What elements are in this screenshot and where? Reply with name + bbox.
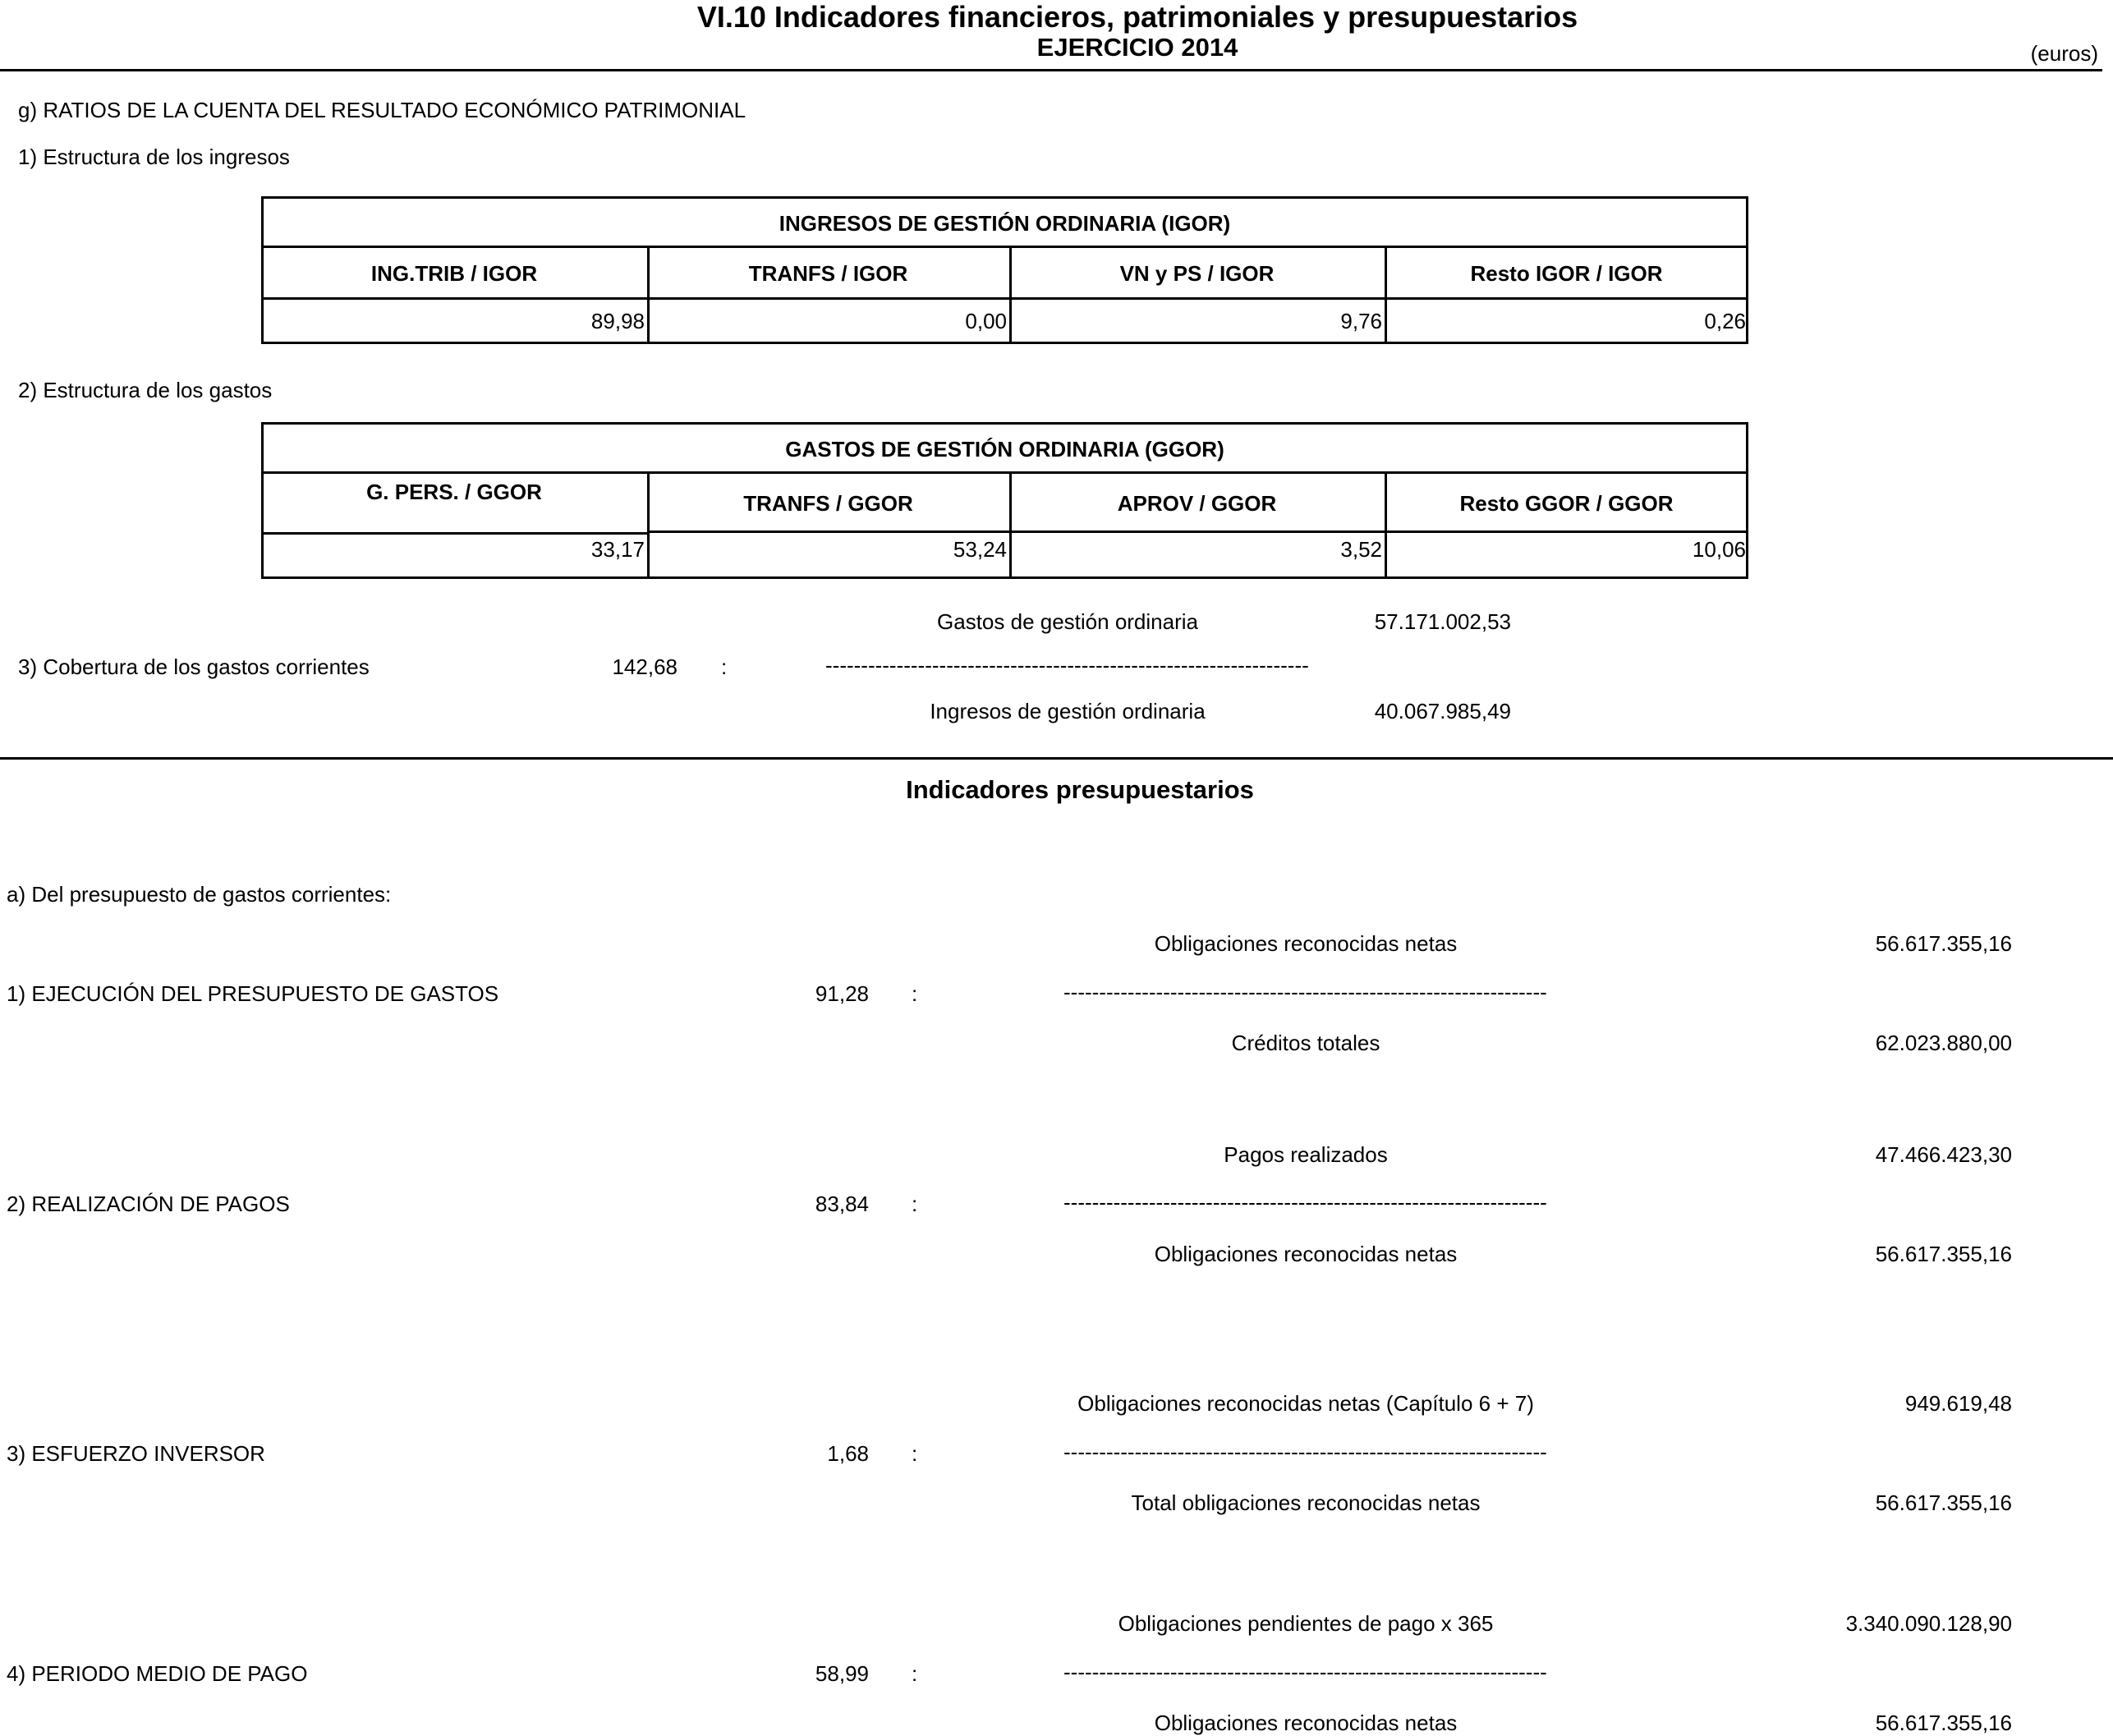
indicator-numerator-value: 3.340.090.128,90: [1845, 1611, 2012, 1636]
cobertura-denominator-label: Ingresos de gestión ordinaria: [930, 699, 1206, 723]
indicator-denominator-label: Obligaciones reconocidas netas: [1154, 1711, 1458, 1735]
header-rule: [0, 69, 2102, 71]
gastos-table-col-sep: [647, 471, 650, 579]
gastos-header-cell: TRANFS / GGOR: [743, 491, 913, 516]
gastos-header-cell: APROV / GGOR: [1117, 491, 1277, 516]
cobertura-denominator-value: 40.067.985,49: [1374, 699, 1511, 723]
indicator-colon: :: [912, 981, 918, 1006]
indicator-colon: :: [912, 1441, 918, 1466]
presupuestarios-subsection: a) Del presupuesto de gastos corrientes:: [7, 882, 392, 907]
indicator-fraction-bar: --------------------------------------------------------------------: [1063, 980, 1547, 1004]
ingresos-table-divider: [261, 246, 1748, 248]
gastos-value-cell: 10,06: [1692, 537, 1746, 562]
section-rule: [0, 757, 2113, 760]
indicator-denominator-label: Obligaciones reconocidas netas: [1154, 1242, 1458, 1266]
ingresos-label: 1) Estructura de los ingresos: [18, 145, 290, 169]
cobertura-fraction-bar: --------------------------------------------------------------------: [825, 653, 1309, 677]
indicator-numerator-label: Obligaciones reconocidas netas: [1154, 931, 1458, 956]
gastos-table-col-sep: [1385, 471, 1387, 579]
ingresos-table-divider: [261, 297, 1748, 300]
gastos-table-col-sep: [1009, 471, 1012, 579]
indicator-label: 4) PERIODO MEDIO DE PAGO: [7, 1661, 308, 1686]
gastos-header-cell: G. PERS. / GGOR: [366, 480, 542, 504]
indicator-numerator-label: Obligaciones reconocidas netas (Capítulo 6 + 7): [1077, 1391, 1534, 1416]
cobertura-colon: :: [721, 654, 728, 679]
ingresos-table-title: INGRESOS DE GESTIÓN ORDINARIA (IGOR): [779, 211, 1231, 236]
ingresos-value-cell: 9,76: [1340, 309, 1382, 333]
presupuestarios-title: Indicadores presupuestarios: [906, 775, 1254, 804]
indicator-colon: :: [912, 1661, 918, 1686]
cobertura-value: 142,68: [612, 654, 678, 679]
ingresos-value-cell: 0,00: [965, 309, 1007, 333]
gastos-value-cell: 3,52: [1340, 537, 1382, 562]
indicator-denominator-value: 56.617.355,16: [1875, 1490, 2012, 1515]
indicator-numerator-value: 56.617.355,16: [1875, 931, 2012, 956]
indicator-denominator-label: Créditos totales: [1231, 1031, 1380, 1055]
gastos-table-divider: [261, 532, 647, 535]
cobertura-numerator-label: Gastos de gestión ordinaria: [937, 609, 1198, 634]
gastos-table-divider: [647, 530, 1748, 533]
indicator-numerator-value: 47.466.423,30: [1875, 1142, 2012, 1167]
indicator-fraction-bar: --------------------------------------------------------------------: [1063, 1190, 1547, 1215]
indicator-denominator-label: Total obligaciones reconocidas netas: [1131, 1490, 1481, 1515]
indicator-label: 3) ESFUERZO INVERSOR: [7, 1441, 265, 1466]
indicator-numerator-label: Obligaciones pendientes de pago x 365: [1118, 1611, 1494, 1636]
indicator-value: 91,28: [815, 981, 869, 1006]
indicator-value: 1,68: [827, 1441, 869, 1466]
ingresos-value-cell: 0,26: [1704, 309, 1746, 333]
ingresos-header-cell: VN y PS / IGOR: [1119, 261, 1275, 286]
indicator-label: 1) EJECUCIÓN DEL PRESUPUESTO DE GASTOS: [7, 981, 499, 1006]
ingresos-header-cell: ING.TRIB / IGOR: [370, 261, 538, 286]
indicator-denominator-value: 56.617.355,16: [1875, 1242, 2012, 1266]
indicator-fraction-bar: --------------------------------------------------------------------: [1063, 1440, 1547, 1464]
cobertura-label: 3) Cobertura de los gastos corrientes: [18, 654, 370, 679]
cobertura-numerator-value: 57.171.002,53: [1374, 609, 1511, 634]
indicator-denominator-value: 62.023.880,00: [1875, 1031, 2012, 1055]
indicator-value: 58,99: [815, 1661, 869, 1686]
units-label: (euros): [2030, 41, 2098, 66]
ingresos-header-cell: Resto IGOR / IGOR: [1470, 261, 1663, 286]
page-subtitle: EJERCICIO 2014: [1036, 33, 1238, 62]
ingresos-header-cell: TRANFS / IGOR: [748, 261, 908, 286]
gastos-label: 2) Estructura de los gastos: [18, 378, 273, 402]
gastos-value-cell: 53,24: [953, 537, 1007, 562]
gastos-table-divider: [261, 471, 1748, 474]
gastos-header-cell: Resto GGOR / GGOR: [1459, 491, 1674, 516]
indicator-numerator-label: Pagos realizados: [1224, 1142, 1388, 1167]
indicator-colon: :: [912, 1192, 918, 1216]
indicator-numerator-value: 949.619,48: [1904, 1391, 2012, 1416]
ingresos-value-cell: 89,98: [590, 309, 645, 333]
indicator-label: 2) REALIZACIÓN DE PAGOS: [7, 1192, 290, 1216]
gastos-value-cell: 33,17: [590, 537, 645, 562]
indicator-denominator-value: 56.617.355,16: [1875, 1711, 2012, 1735]
page-title: VI.10 Indicadores financieros, patrimoniales y presupuestarios: [696, 0, 1578, 34]
indicator-value: 83,84: [815, 1192, 869, 1216]
gastos-table-title: GASTOS DE GESTIÓN ORDINARIA (GGOR): [785, 437, 1224, 462]
section-g-title: g) RATIOS DE LA CUENTA DEL RESULTADO ECONÓMICO PATRIMONIAL: [18, 98, 746, 122]
indicator-fraction-bar: --------------------------------------------------------------------: [1063, 1660, 1547, 1684]
